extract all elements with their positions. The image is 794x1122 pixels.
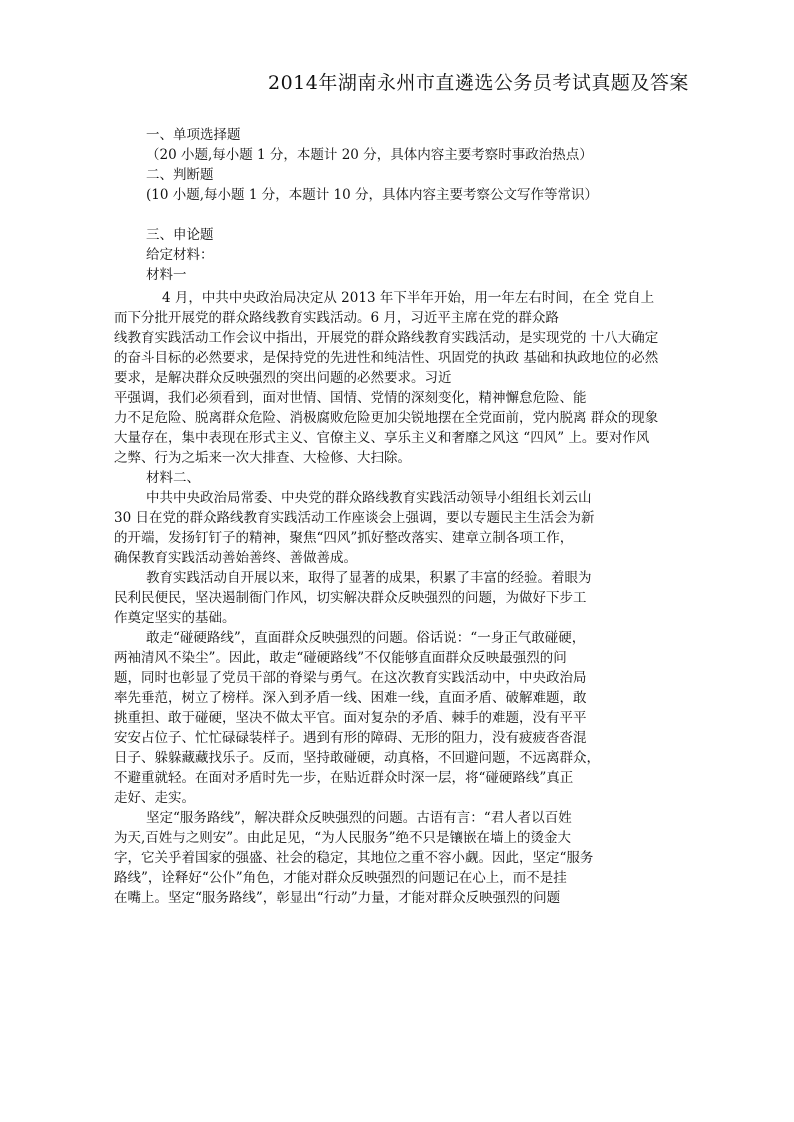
- body-line: 平强调，我们必须看到，面对世情、国情、党情的深刻变化，精神懈怠危险、能: [114, 390, 587, 406]
- body-line: 4 月，中共中央政治局决定从 2013 年下半年开始，用一年左右时间，在全 党自上: [162, 290, 655, 306]
- body-line: 字，它关乎着国家的强盛、社会的稳定，其地位之重不容小觑。因此，坚定“服务: [114, 850, 594, 866]
- page-title: 2014年湖南永州市直遴选公务员考试真题及答案: [268, 72, 689, 94]
- section-2-heading: 二、判断题: [146, 167, 214, 183]
- body-line: 路线”，诠释好“公仆”角色，才能对群众反映强烈的问题记在心上，而不是挂: [114, 870, 567, 886]
- given-material-label: 给定材料：: [146, 247, 214, 263]
- body-line: 敢走“碰硬路线”，直面群众反映强烈的问题。俗话说：“一身正气敢碰硬，: [146, 630, 586, 646]
- body-line: 题，同时也彰显了党员干部的脊梁与勇气。在这次教育实践活动中，中央政治局: [114, 670, 587, 686]
- body-line: 作奠定坚实的基础。: [114, 610, 236, 626]
- body-line: 率先垂范，树立了榜样。深入到矛盾一线、困难一线，直面矛盾、破解难题，敢: [114, 690, 587, 706]
- section-3-heading: 三、申论题: [146, 227, 214, 243]
- body-line: 中共中央政治局常委、中央党的群众路线教育实践活动领导小组组长刘云山: [146, 490, 592, 506]
- body-line: 的奋斗目标的必然要求，是保持党的先进性和纯洁性、巩固党的执政 基础和执政地位的必然: [114, 350, 659, 366]
- body-line: 在嘴上。坚定“服务路线”，彰显出“行动”力量，才能对群众反映强烈的问题: [114, 890, 561, 906]
- material-1-label: 材料一: [146, 267, 187, 283]
- body-line: 教育实践活动自开展以来，取得了显著的成果，积累了丰富的经验。着眼为: [146, 570, 592, 586]
- body-line: 30 日在党的群众路线教育实践活动工作座谈会上强调，要以专题民主生活会为新: [114, 510, 595, 526]
- section-1-note: （20 小题,每小题 1 分，本题计 20 分，具体内容主要考察时事政治热点）: [146, 147, 593, 163]
- body-line: 确保教育实践活动善始善终、善做善成。: [114, 550, 357, 566]
- body-line: 大量存在，集中表现在形式主义、官僚主义、享乐主义和奢靡之风这 “四风” 上。要对作风: [114, 430, 650, 446]
- body-line: 坚定“服务路线”，解决群众反映强烈的问题。古语有言：“君人者以百姓: [146, 810, 572, 826]
- section-1-heading: 一、单项选择题: [146, 127, 241, 143]
- body-line: 安安占位子、忙忙碌碌装样子。遇到有形的障碍、无形的阻力，没有疲疲沓沓混: [114, 730, 587, 746]
- body-line: 挑重担、敢于碰硬，坚决不做太平官。面对复杂的矛盾、棘手的难题，没有平平: [114, 710, 587, 726]
- body-line: 要求，是解决群众反映强烈的突出问题的必然要求。习近: [114, 370, 452, 386]
- material-2-label: 材料二、: [146, 470, 200, 486]
- body-line: 不避重就轻。在面对矛盾时先一步，在贴近群众时深一层，将“碰硬路线”真正: [114, 770, 574, 786]
- section-2-note: (10 小题,每小题 1 分，本题计 10 分，具体内容主要考察公文写作等常识）: [146, 187, 598, 203]
- body-line: 两袖清风不染尘”。因此，敢走“碰硬路线”不仅能够直面群众反映最强烈的问: [114, 650, 567, 666]
- body-line: 的开端，发扬钉钉子的精神，聚焦“四风”抓好整改落实、建章立制各项工作，: [114, 530, 574, 546]
- body-line: 线教育实践活动工作会议中指出，开展党的群众路线教育实践活动，是实现党的 十八大确定: [114, 330, 659, 346]
- body-line: 之弊、行为之垢来一次大排查、大检修、大扫除。: [114, 450, 411, 466]
- body-line: 为天,百姓与之则安”。由此足见，“为人民服务”绝不只是镶嵌在墙上的烫金大: [114, 830, 571, 846]
- body-line: 而下分批开展党的群众路线教育实践活动。6 月，习近平主席在党的群众路: [114, 310, 559, 326]
- body-line: 力不足危险、脱离群众危险、消极腐败危险更加尖锐地摆在全党面前，党内脱离 群众的现象: [114, 410, 659, 426]
- body-line: 日子、躲躲藏藏找乐子。反而，坚持敢碰硬，动真格，不回避问题，不远离群众，: [114, 750, 600, 766]
- body-line: 走好、走实。: [114, 790, 195, 806]
- body-line: 民利民便民，坚决遏制衙门作风，切实解决群众反映强烈的问题，为做好下步工: [114, 590, 587, 606]
